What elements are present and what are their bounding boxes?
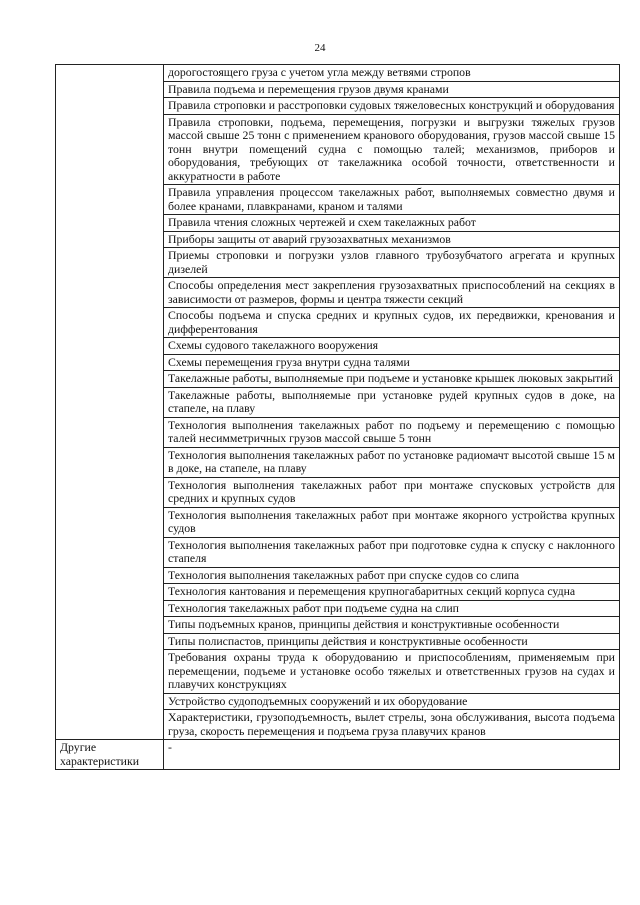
knowledge-item: Способы подъема и спуска средних и крупных судов, их передвижки, кренования и дифферентования	[164, 308, 620, 338]
requirements-table-body	[56, 65, 620, 770]
knowledge-item: Правила чтения сложных чертежей и схем такелажных работ	[164, 215, 620, 232]
knowledge-item: Способы определения мест закрепления грузозахватных приспособлений на секциях в зависимости от размеров, формы и центра тяжести секций	[164, 278, 620, 308]
table-row	[56, 65, 620, 82]
knowledge-item: Технология выполнения такелажных работ при подготовке судна к спуску с наклонного стапеля	[164, 537, 620, 567]
knowledge-item: Типы подъемных кранов, принципы действия и конструктивные особенности	[164, 617, 620, 634]
knowledge-item: Приборы защиты от аварий грузозахватных механизмов	[164, 231, 620, 248]
knowledge-item: Требования охраны труда к оборудованию и приспособлениям, применяемым при перемещении, подъеме и установке особо тяжелых и ответственных грузов на судах и плавучих конструкциях	[164, 650, 620, 694]
knowledge-item: Технология кантования и перемещения крупногабаритных секций корпуса судна	[164, 584, 620, 601]
knowledge-item: Правила строповки, подъема, перемещения, погрузки и выгрузки тяжелых грузов массой свыше 25 тонн с применением кранового оборудования, грузов массой свыше 15 тонн внутри помещений судна с помощью талей; механизмов, приборов и оборудования, требующих от такелажника особой точности, ответственности и аккуратности в работе	[164, 114, 620, 185]
knowledge-item: Технология выполнения такелажных работ при спуске судов со слипа	[164, 567, 620, 584]
knowledge-item: Приемы строповки и погрузки узлов главного трубозубчатого агрегата и крупных дизелей	[164, 248, 620, 278]
knowledge-item: Такелажные работы, выполняемые при подъеме и установке крышек люковых закрытий	[164, 371, 620, 388]
knowledge-item: Характеристики, грузоподъемность, вылет стрелы, зона обслуживания, высота подъема груза, скорость перемещения и подъема груза плавучих кранов	[164, 710, 620, 740]
knowledge-item: Технология выполнения такелажных работ при монтаже спусковых устройств для средних и крупных судов	[164, 477, 620, 507]
knowledge-item: Схемы перемещения груза внутри судна талями	[164, 354, 620, 371]
knowledge-item: Типы полиспастов, принципы действия и конструктивные особенности	[164, 633, 620, 650]
knowledge-item: Правила подъема и перемещения грузов двумя кранами	[164, 81, 620, 98]
section-label-cell	[56, 65, 164, 740]
other-characteristics-row	[56, 740, 620, 770]
knowledge-item: Технология такелажных работ при подъеме судна на слип	[164, 600, 620, 617]
knowledge-item: дорогостоящего груза с учетом угла между ветвями стропов	[164, 65, 620, 82]
other-characteristics-value: -	[164, 740, 620, 770]
page-number: 24	[314, 42, 326, 54]
knowledge-item: Технология выполнения такелажных работ при монтаже якорного устройства крупных судов	[164, 507, 620, 537]
knowledge-item: Такелажные работы, выполняемые при установке рудей крупных судов в доке, на стапеле, на плаву	[164, 387, 620, 417]
other-characteristics-label: Другие характеристики	[56, 740, 164, 770]
knowledge-item: Схемы судового такелажного вооружения	[164, 338, 620, 355]
knowledge-item: Правила управления процессом такелажных работ, выполняемых совместно двумя и более кранами, плавкранами, краном и талями	[164, 185, 620, 215]
knowledge-item: Правила строповки и расстроповки судовых тяжеловесных конструкций и оборудования	[164, 98, 620, 115]
knowledge-item: Технология выполнения такелажных работ по подъему и перемещению с помощью талей несимметричных грузов массой свыше 5 тонн	[164, 417, 620, 447]
knowledge-item: Устройство судоподъемных сооружений и их оборудование	[164, 693, 620, 710]
knowledge-item: Технология выполнения такелажных работ по установке радиомачт высотой свыше 15 м в доке, на стапеле, на плаву	[164, 447, 620, 477]
requirements-table	[55, 64, 620, 770]
